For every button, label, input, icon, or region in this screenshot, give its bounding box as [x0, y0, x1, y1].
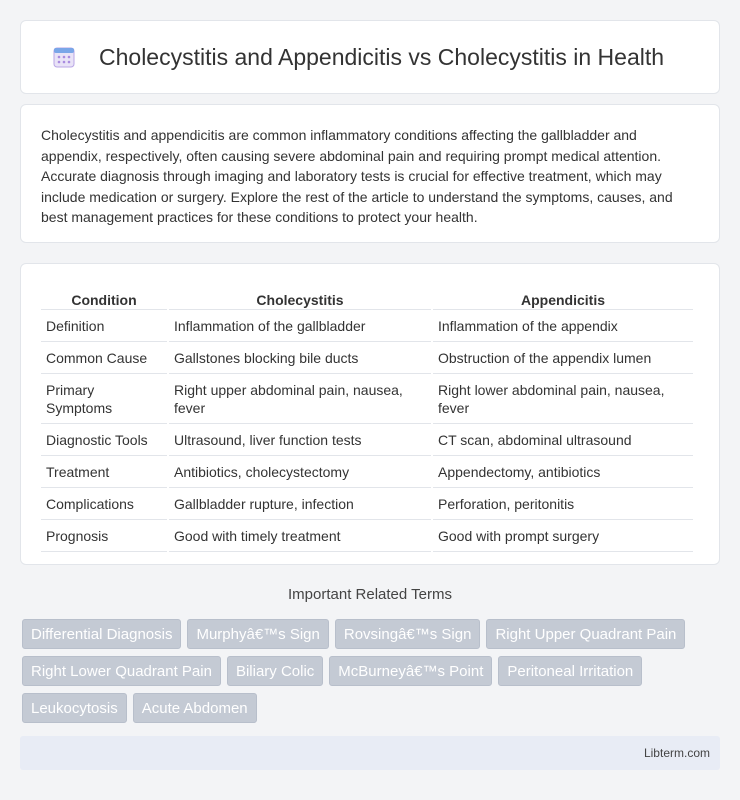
table-row	[41, 310, 693, 342]
related-term-tag[interactable]: McBurneyâ€™s Point	[329, 656, 492, 686]
appendicitis-cell: Obstruction of the appendix lumen	[433, 342, 693, 374]
row-label: Diagnostic Tools	[41, 424, 167, 456]
related-term-tag[interactable]: Leukocytosis	[22, 693, 127, 723]
header-appendicitis: Appendicitis	[433, 286, 693, 310]
header-card	[20, 20, 720, 94]
row-label: Primary Symptoms	[41, 374, 167, 424]
footer-site-link[interactable]: Libterm.com	[643, 746, 710, 760]
comparison-table	[39, 286, 695, 552]
related-term-tag[interactable]: Right Lower Quadrant Pain	[22, 656, 221, 686]
appendicitis-cell: Inflammation of the appendix	[433, 310, 693, 342]
intro-text: Cholecystitis and appendicitis are common inflammatory conditions affecting the gallbladder and appendix, respectively, often causing severe abdominal pain and requiring prompt medical attention. Accurate diagnosis through imaging and laboratory tests is crucial for effective treatment, which may include medication or surgery. Explore the rest of the article to understand the symptoms, causes, and best management practices for these conditions to protect your health.	[41, 127, 673, 225]
related-term-tag[interactable]: Differential Diagnosis	[22, 619, 181, 649]
related-term-tag[interactable]: Murphyâ€™s Sign	[187, 619, 328, 649]
table-row	[41, 424, 693, 456]
footer	[20, 736, 720, 770]
row-label: Prognosis	[41, 520, 167, 552]
related-terms-title: Important Related Terms	[288, 586, 452, 603]
table-row	[41, 488, 693, 520]
row-label: Treatment	[41, 456, 167, 488]
table-row	[41, 342, 693, 374]
cholecystitis-cell: Gallstones blocking bile ducts	[169, 342, 431, 374]
related-term-tag[interactable]: Acute Abdomen	[133, 693, 257, 723]
cholecystitis-cell: Gallbladder rupture, infection	[169, 488, 431, 520]
appendicitis-cell: CT scan, abdominal ultrasound	[433, 424, 693, 456]
appendicitis-cell: Perforation, peritonitis	[433, 488, 693, 520]
calendar-icon	[51, 44, 77, 70]
cholecystitis-cell: Ultrasound, liver function tests	[169, 424, 431, 456]
related-term-tag[interactable]: Peritoneal Irritation	[498, 656, 642, 686]
header-cholecystitis: Cholecystitis	[169, 286, 431, 310]
cholecystitis-cell: Right upper abdominal pain, nausea, fever	[169, 374, 431, 424]
related-term-tag[interactable]: Right Upper Quadrant Pain	[486, 619, 685, 649]
cholecystitis-cell: Antibiotics, cholecystectomy	[169, 456, 431, 488]
row-label: Complications	[41, 488, 167, 520]
table-row	[41, 374, 693, 424]
cholecystitis-cell: Good with timely treatment	[169, 520, 431, 552]
appendicitis-cell: Right lower abdominal pain, nausea, fever	[433, 374, 693, 424]
intro-card	[20, 104, 720, 243]
row-label: Definition	[41, 310, 167, 342]
header-condition: Condition	[41, 286, 167, 310]
appendicitis-cell: Appendectomy, antibiotics	[433, 456, 693, 488]
table-header-row	[41, 286, 693, 310]
related-term-tag[interactable]: Biliary Colic	[227, 656, 323, 686]
related-term-tag[interactable]: Rovsingâ€™s Sign	[335, 619, 481, 649]
cholecystitis-cell: Inflammation of the gallbladder	[169, 310, 431, 342]
row-label: Common Cause	[41, 342, 167, 374]
comparison-card	[20, 263, 720, 565]
table-row	[41, 520, 693, 552]
related-terms-list	[22, 619, 722, 723]
page-title: Cholecystitis and Appendicitis vs Cholecystitis in Health	[99, 43, 665, 70]
appendicitis-cell: Good with prompt surgery	[433, 520, 693, 552]
table-row	[41, 456, 693, 488]
